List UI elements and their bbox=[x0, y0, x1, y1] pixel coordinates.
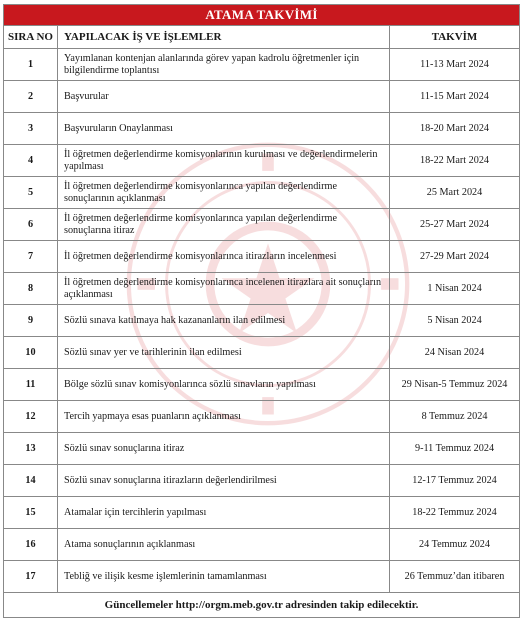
row-number: 4 bbox=[4, 145, 58, 177]
row-date: 18-22 Mart 2024 bbox=[390, 145, 520, 177]
row-number: 11 bbox=[4, 369, 58, 401]
table-row bbox=[4, 113, 520, 145]
row-date: 25-27 Mart 2024 bbox=[390, 209, 520, 241]
row-task: Başvuruların Onaylanması bbox=[58, 113, 390, 145]
row-number: 7 bbox=[4, 241, 58, 273]
row-date: 11-15 Mart 2024 bbox=[390, 81, 520, 113]
row-number: 13 bbox=[4, 433, 58, 465]
footer-note: Güncellemeler http://orgm.meb.gov.tr adresinden takip edilecektir. bbox=[4, 593, 520, 618]
row-task: Tercih yapmaya esas puanların açıklanması bbox=[58, 401, 390, 433]
row-number: 17 bbox=[4, 561, 58, 593]
row-task: Sözlü sınav yer ve tarihlerinin ilan edilmesi bbox=[58, 337, 390, 369]
row-task: Yayımlanan kontenjan alanlarında görev yapan kadrolu öğretmenler için bilgilendirme toplantısı bbox=[58, 49, 390, 81]
row-date: 18-22 Temmuz 2024 bbox=[390, 497, 520, 529]
row-number: 2 bbox=[4, 81, 58, 113]
row-task: Atama sonuçlarının açıklanması bbox=[58, 529, 390, 561]
table-header-row bbox=[4, 26, 520, 49]
row-number: 6 bbox=[4, 209, 58, 241]
row-task: Tebliğ ve ilişik kesme işlemlerinin tamamlanması bbox=[58, 561, 390, 593]
row-number: 5 bbox=[4, 177, 58, 209]
row-task: Sözlü sınav sonuçlarına itiraz bbox=[58, 433, 390, 465]
row-number: 1 bbox=[4, 49, 58, 81]
table-row bbox=[4, 49, 520, 81]
table-row bbox=[4, 337, 520, 369]
table-row bbox=[4, 305, 520, 337]
row-date: 25 Mart 2024 bbox=[390, 177, 520, 209]
table-row bbox=[4, 401, 520, 433]
table-row bbox=[4, 177, 520, 209]
row-task: Sözlü sınav sonuçlarına itirazların değerlendirilmesi bbox=[58, 465, 390, 497]
row-date: 18-20 Mart 2024 bbox=[390, 113, 520, 145]
row-number: 3 bbox=[4, 113, 58, 145]
row-number: 12 bbox=[4, 401, 58, 433]
header-date: TAKVİM bbox=[390, 26, 520, 49]
table-row bbox=[4, 145, 520, 177]
row-date: 5 Nisan 2024 bbox=[390, 305, 520, 337]
table-row bbox=[4, 465, 520, 497]
table-row bbox=[4, 529, 520, 561]
row-number: 8 bbox=[4, 273, 58, 305]
row-number: 15 bbox=[4, 497, 58, 529]
row-task: Atamalar için tercihlerin yapılması bbox=[58, 497, 390, 529]
row-number: 10 bbox=[4, 337, 58, 369]
header-task: YAPILACAK İŞ VE İŞLEMLER bbox=[58, 26, 390, 49]
table-row bbox=[4, 433, 520, 465]
row-task: Başvurular bbox=[58, 81, 390, 113]
table-row bbox=[4, 561, 520, 593]
row-task: İl öğretmen değerlendirme komisyonlarının kurulması ve değerlendirmelerin yapılması bbox=[58, 145, 390, 177]
appointment-schedule-table bbox=[3, 4, 520, 618]
row-date: 29 Nisan-5 Temmuz 2024 bbox=[390, 369, 520, 401]
schedule-wrapper bbox=[3, 4, 519, 618]
row-date: 12-17 Temmuz 2024 bbox=[390, 465, 520, 497]
row-number: 9 bbox=[4, 305, 58, 337]
table-row bbox=[4, 81, 520, 113]
row-date: 24 Nisan 2024 bbox=[390, 337, 520, 369]
row-date: 8 Temmuz 2024 bbox=[390, 401, 520, 433]
header-sequence-no: SIRA NO bbox=[4, 26, 58, 49]
row-number: 16 bbox=[4, 529, 58, 561]
row-number: 14 bbox=[4, 465, 58, 497]
table-row bbox=[4, 497, 520, 529]
table-row bbox=[4, 369, 520, 401]
row-date: 24 Temmuz 2024 bbox=[390, 529, 520, 561]
row-date: 27-29 Mart 2024 bbox=[390, 241, 520, 273]
table-row bbox=[4, 273, 520, 305]
row-task: İl öğretmen değerlendirme komisyonlarınca incelenen itirazlara ait sonuçların açıklanması bbox=[58, 273, 390, 305]
row-task: İl öğretmen değerlendirme komisyonlarınca yapılan değerlendirme sonuçlarının açıklanması bbox=[58, 177, 390, 209]
row-task: Bölge sözlü sınav komisyonlarınca sözlü sınavların yapılması bbox=[58, 369, 390, 401]
table-row bbox=[4, 241, 520, 273]
row-date: 1 Nisan 2024 bbox=[390, 273, 520, 305]
table-row bbox=[4, 209, 520, 241]
row-date: 26 Temmuz’dan itibaren bbox=[390, 561, 520, 593]
table-title: ATAMA TAKVİMİ bbox=[4, 5, 520, 26]
row-task: İl öğretmen değerlendirme komisyonlarınca yapılan değerlendirme sonuçlarına itiraz bbox=[58, 209, 390, 241]
table-footer-row bbox=[4, 593, 520, 618]
row-task: İl öğretmen değerlendirme komisyonlarınca itirazların incelenmesi bbox=[58, 241, 390, 273]
row-task: Sözlü sınava katılmaya hak kazananların ilan edilmesi bbox=[58, 305, 390, 337]
row-date: 11-13 Mart 2024 bbox=[390, 49, 520, 81]
row-date: 9-11 Temmuz 2024 bbox=[390, 433, 520, 465]
